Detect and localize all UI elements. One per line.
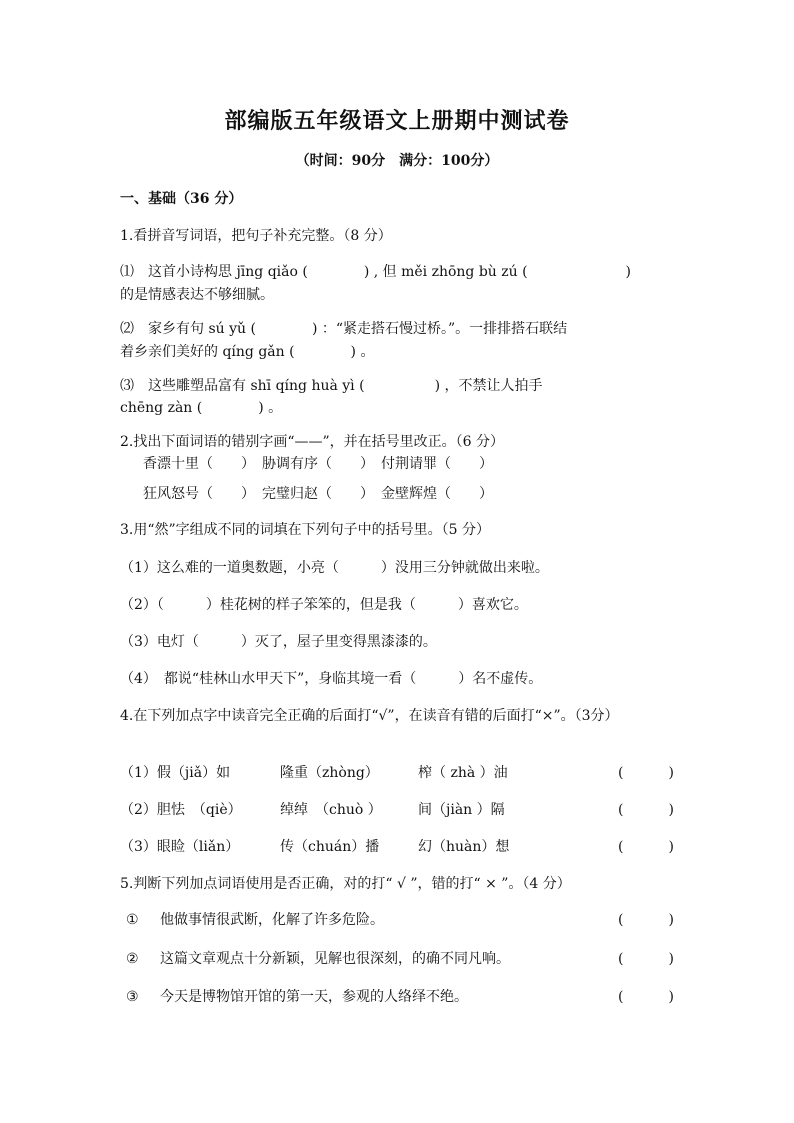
- q4-item: 传（chuán）播: [280, 839, 380, 855]
- q4-item: （1）假（jiǎ）如: [120, 765, 231, 781]
- paren-close: ): [668, 765, 674, 781]
- exam-title: 部编版五年级语文上册期中测试卷: [224, 108, 570, 134]
- paren-open: (: [618, 765, 624, 781]
- q2-row: 狂风怒号（ ） 完璧归赵（ ） 金壁辉煌（ ）: [143, 486, 493, 502]
- q4-item: 幻（huàn）想: [418, 839, 510, 855]
- q4-item: （3）眼睑（liǎn）: [120, 839, 240, 855]
- paren-close: ): [668, 839, 674, 855]
- paren-open: (: [618, 802, 624, 818]
- q4-item: （2）胆怯 （qiè）: [120, 802, 242, 818]
- q1-line: 着乡亲们美好的 qíng gǎn ( ) 。: [120, 344, 375, 360]
- answer-parens[interactable]: [618, 987, 674, 1007]
- exam-subtitle: （时间：90分 满分：100分）: [295, 153, 499, 169]
- q1-line: 的是情感表达不够细腻。: [120, 287, 274, 303]
- paren-open: (: [618, 839, 624, 855]
- q4-item: 隆重（zhòng）: [280, 765, 379, 781]
- q4-item: 绰绰 （chuò ）: [280, 802, 382, 818]
- paren-open: (: [618, 912, 624, 928]
- answer-parens[interactable]: [618, 910, 674, 930]
- q1-line: ⑶ 这些雕塑品富有 shī qíng huà yì ( ) ，不禁让人拍手: [120, 378, 543, 394]
- q5-text: 这篇文章观点十分新颖，见解也很深刻，的确不同凡响。: [160, 951, 510, 967]
- section-basics: 一、基础（36 分）: [120, 191, 243, 207]
- answer-parens[interactable]: [618, 837, 674, 857]
- paren-close: ): [668, 951, 674, 967]
- q3-line: （2）（ ）桂花树的样子笨笨的，但是我（ ）喜欢它。: [120, 597, 528, 613]
- q4-item: 间（jiàn ）隔: [418, 802, 505, 818]
- q4-heading: 4.在下列加点字中读音完全正确的后面打“√”，在读音有错的后面打“×”。（3分）: [120, 708, 619, 724]
- answer-parens[interactable]: [618, 800, 674, 820]
- q4-item: 榨（ zhà ）油: [418, 765, 508, 781]
- q5-text: 今天是博物馆开馆的第一天，参观的人络绎不绝。: [160, 989, 468, 1005]
- paren-close: ): [668, 989, 674, 1005]
- answer-parens[interactable]: [618, 949, 674, 969]
- q5-text: 他做事情很武断，化解了许多危险。: [160, 912, 384, 928]
- q5-number: ①: [126, 912, 139, 928]
- q2-row: 香漂十里（ ） 胁调有序（ ） 付荆请罪（ ）: [143, 456, 493, 472]
- paren-close: ): [668, 912, 674, 928]
- q5-number: ②: [126, 951, 139, 967]
- answer-parens[interactable]: [618, 763, 674, 783]
- q1-heading: 1.看拼音写词语，把句子补充完整。（8 分）: [120, 228, 392, 244]
- q1-line: chēng zàn ( ) 。: [120, 400, 283, 416]
- q3-heading: 3.用“然”字组成不同的词填在下列句子中的括号里。（5 分）: [120, 522, 491, 538]
- q1-line: ⑴ 这首小诗构思 jīng qiǎo ( ) , 但 měi zhōng bù zú ( ): [120, 264, 632, 280]
- paren-open: (: [618, 989, 624, 1005]
- q3-line: （3）电灯（ ）灭了，屋子里变得黑漆漆的。: [120, 634, 437, 650]
- q5-heading: 5.判断下列加点词语使用是否正确，对的打“ √ ”，错的打“ × ”。（4 分）: [120, 876, 571, 892]
- q3-line: （4） 都说“桂林山水甲天下”，身临其境一看（ ）名不虚传。: [120, 671, 543, 687]
- q3-line: （1）这么难的一道奥数题，小亮（ ）没用三分钟就做出来啦。: [120, 560, 549, 576]
- q2-heading: 2.找出下面词语的错别字画“——”，并在括号里改正。（6 分）: [120, 434, 505, 450]
- paren-open: (: [618, 951, 624, 967]
- q1-line: ⑵ 家乡有句 sú yǔ ( ) ：“紧走搭石慢过桥。”。一排排搭石联结: [120, 321, 568, 337]
- q5-number: ③: [126, 989, 139, 1005]
- paren-close: ): [668, 802, 674, 818]
